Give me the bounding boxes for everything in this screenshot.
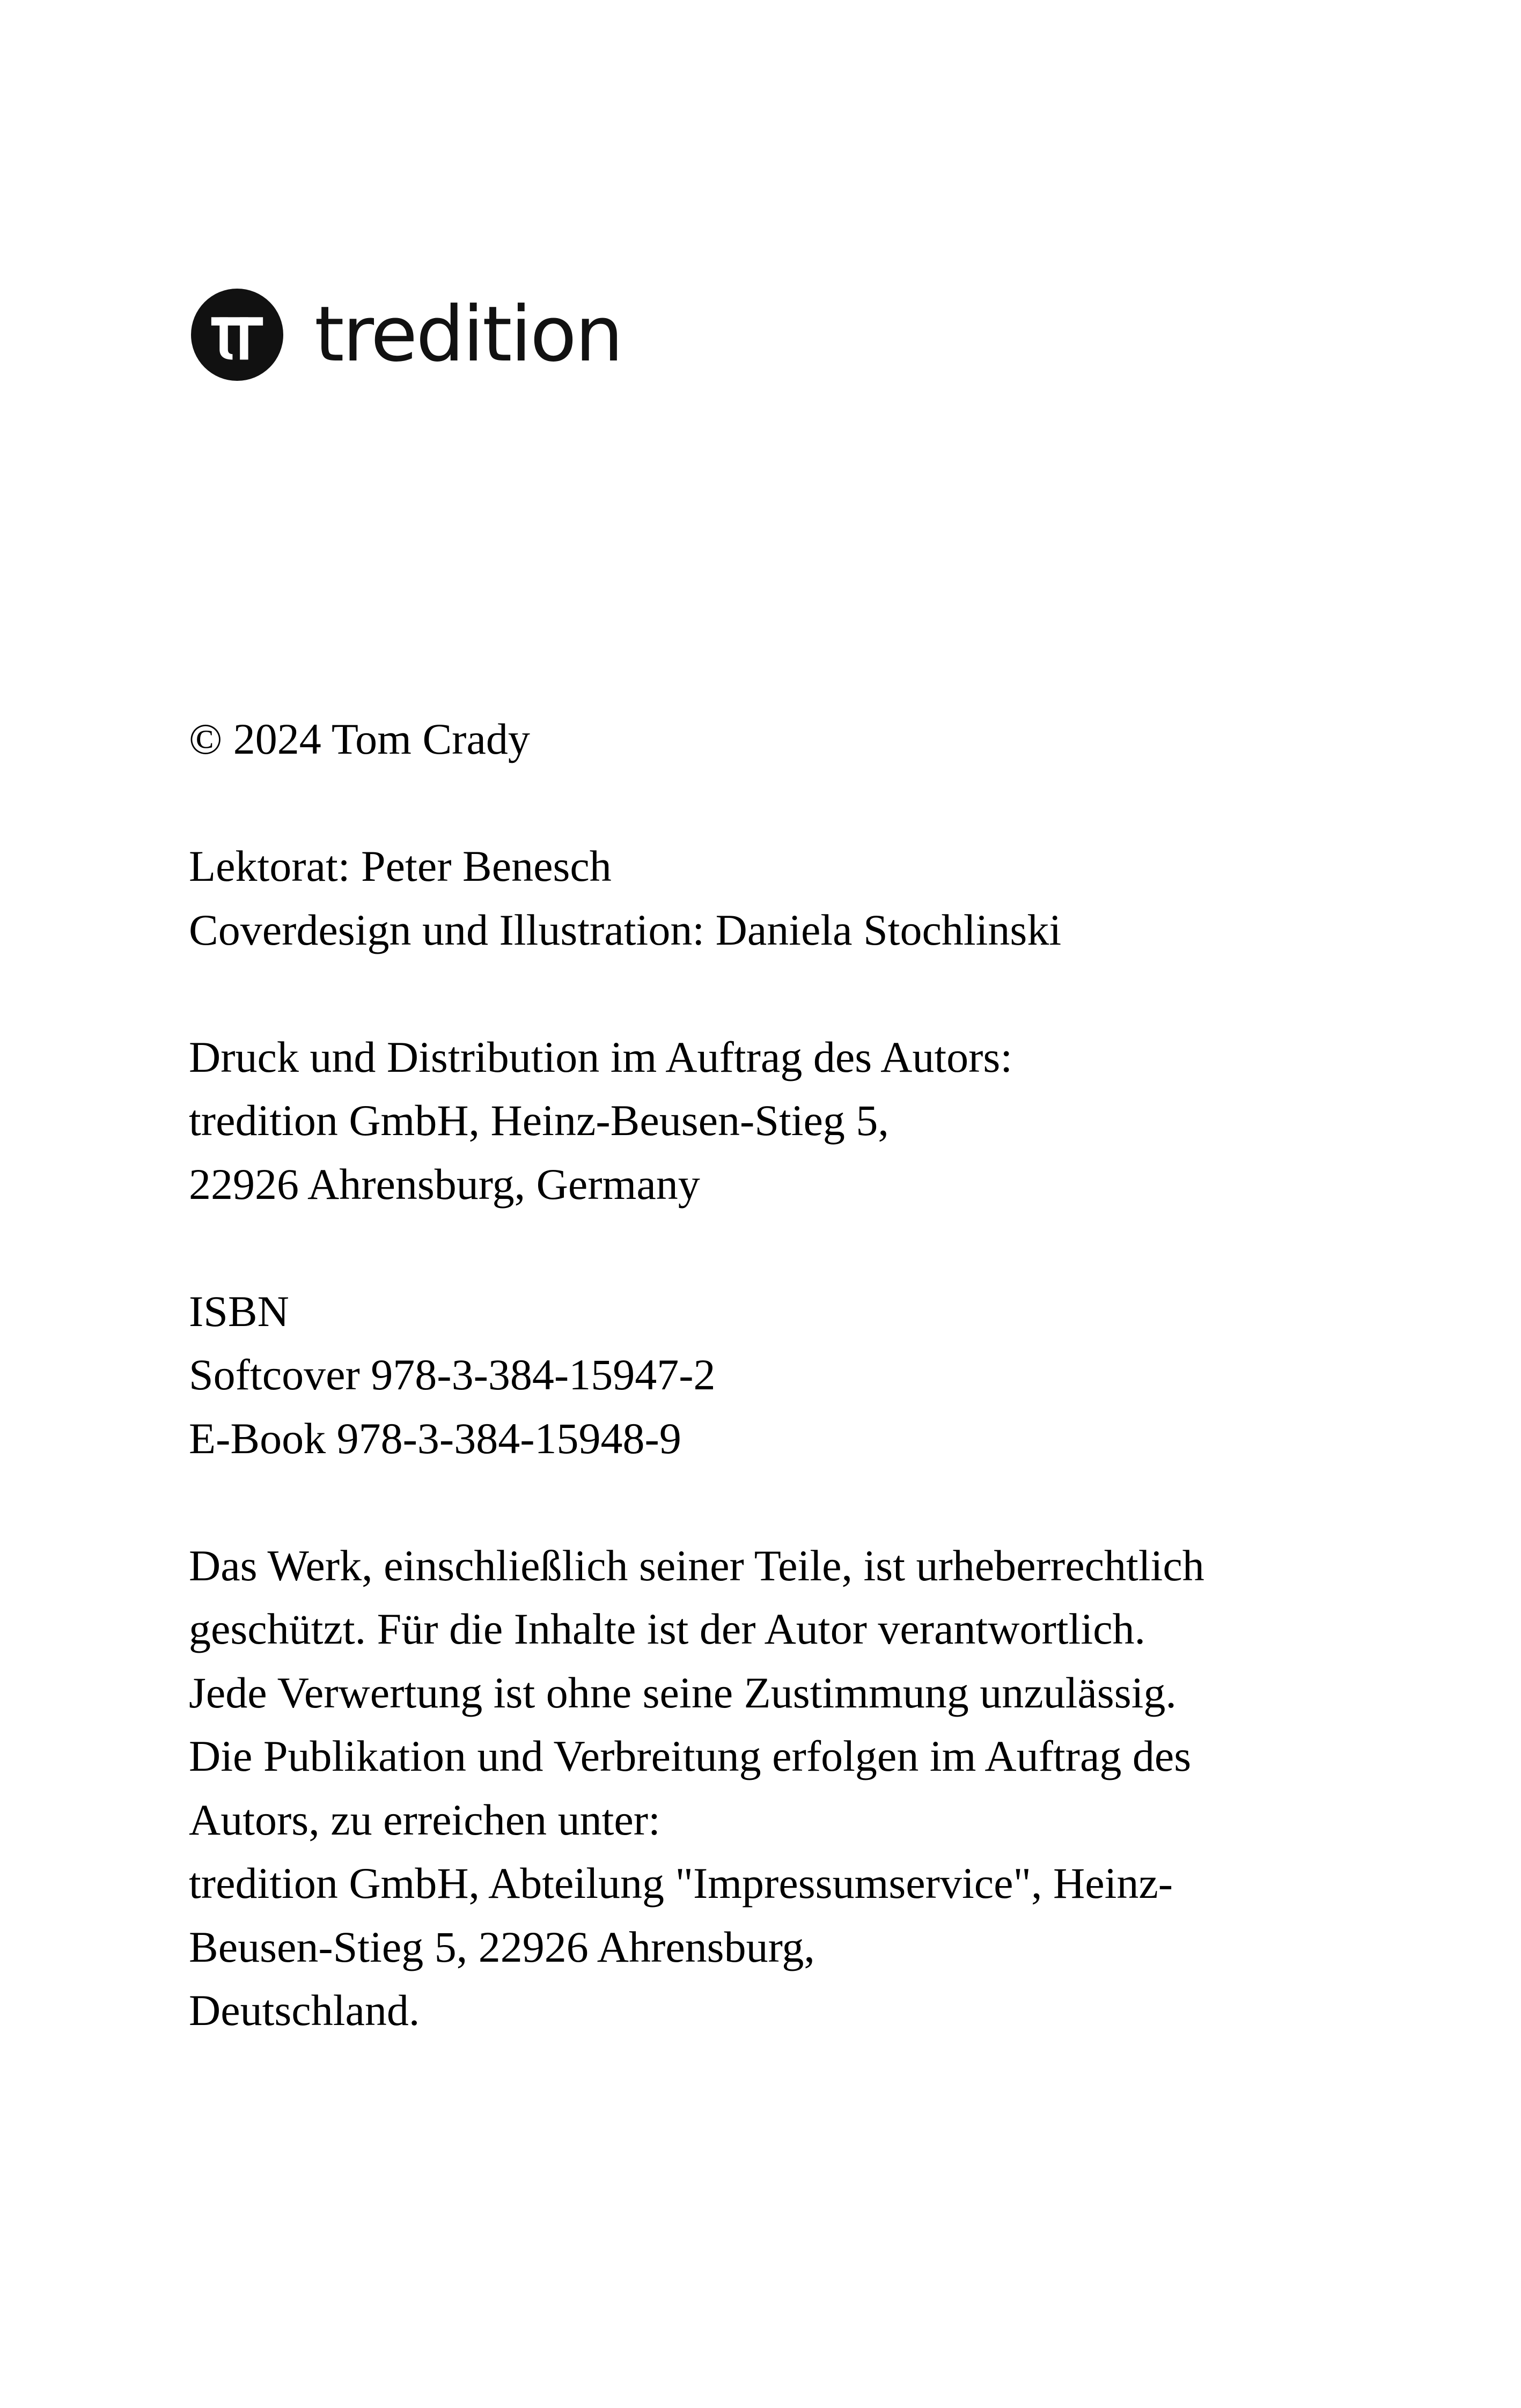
spacer xyxy=(189,1216,1332,1280)
printing-city-line: 22926 Ahrensburg, Germany xyxy=(189,1159,700,1209)
printing-line: Druck und Distribution im Auftrag des Autors: xyxy=(189,1032,1013,1081)
tredition-logo-icon xyxy=(191,289,283,381)
spacer xyxy=(189,962,1332,1026)
legal-line: Deutschland. xyxy=(189,1986,420,2035)
isbn-softcover: Softcover 978-3-384-15947-2 xyxy=(189,1350,716,1399)
legal-line: Jede Verwertung ist ohne seine Zustimmung unzulässig. xyxy=(189,1668,1177,1717)
legal-line: Das Werk, einschließlich seiner Teile, ist urheberrechtlich xyxy=(189,1541,1204,1590)
legal-line: Die Publikation und Verbreitung erfolgen im Auftrag des xyxy=(189,1732,1192,1780)
cover-credit: Coverdesign und Illustration: Daniela Stochlinski xyxy=(189,905,1062,954)
spacer xyxy=(189,1470,1332,1534)
isbn-ebook: E-Book 978-3-384-15948-9 xyxy=(189,1413,681,1463)
imprint-content xyxy=(189,708,1332,2043)
legal-line: tredition GmbH, Abteilung "Impressumservice", Heinz- xyxy=(189,1859,1173,1908)
editing-credit: Lektorat: Peter Benesch xyxy=(189,842,612,890)
legal-line: Autors, zu erreichen unter: xyxy=(189,1795,660,1844)
isbn-heading: ISBN xyxy=(189,1286,289,1336)
copyright-line: © 2024 Tom Crady xyxy=(189,715,530,763)
publisher-logo xyxy=(191,289,622,381)
legal-line: Beusen-Stieg 5, 22926 Ahrensburg, xyxy=(189,1922,815,1971)
logo-wordmark: tredition xyxy=(314,290,622,379)
spacer xyxy=(189,771,1332,835)
printing-address-line: tredition GmbH, Heinz-Beusen-Stieg 5, xyxy=(189,1096,889,1145)
legal-line: geschützt. Für die Inhalte ist der Autor verantwortlich. xyxy=(189,1604,1146,1653)
